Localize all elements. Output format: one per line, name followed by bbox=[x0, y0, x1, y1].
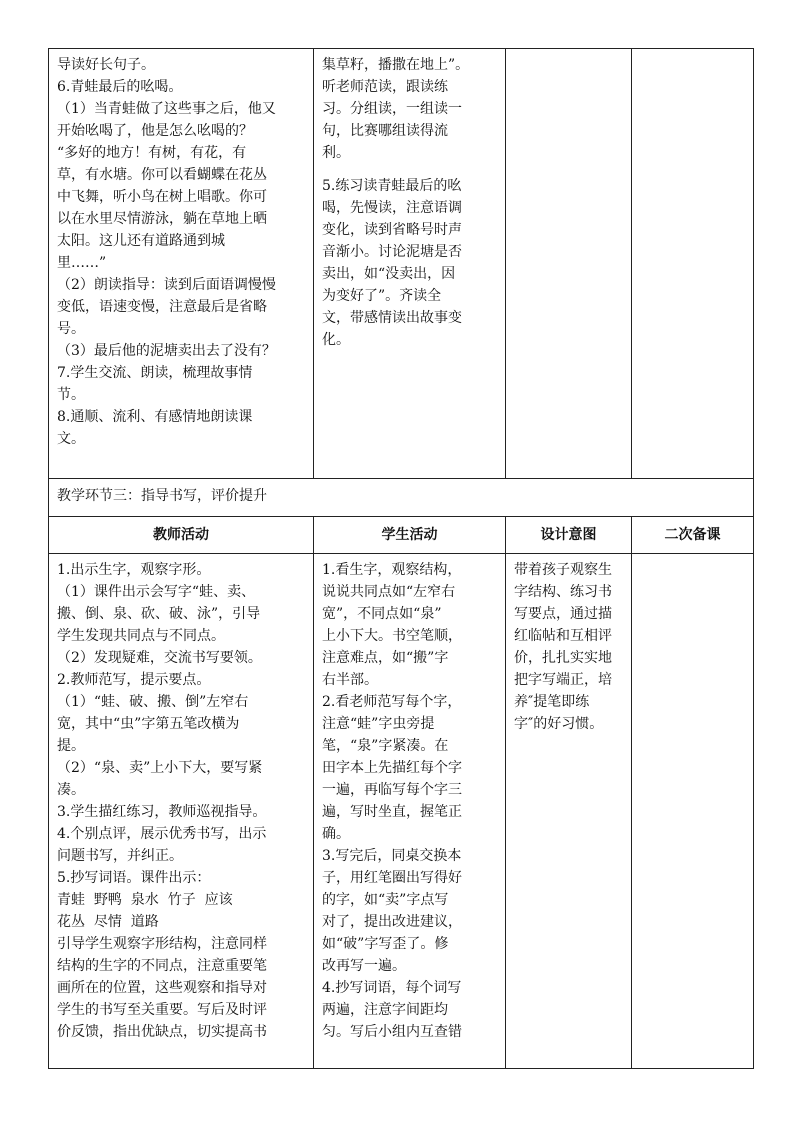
table-header-row bbox=[49, 517, 754, 554]
text-line: 节。 bbox=[57, 387, 85, 403]
text-line: （2）发现疑难，交流书写要领。 bbox=[57, 650, 262, 666]
text-line: 3.写完后，同桌交换本 bbox=[322, 848, 462, 864]
student-activity-cell bbox=[314, 554, 506, 1069]
header-student-activity: 学生活动 bbox=[314, 517, 506, 554]
text-line: 5.练习读青蛙最后的吆 bbox=[322, 178, 462, 194]
text-line: 7.学生交流、朗读，梳理故事情 bbox=[57, 365, 253, 381]
text-line: 1.出示生字，观察字形。 bbox=[57, 562, 211, 578]
text-line: 以在水里尽情游泳，躺在草地上晒 bbox=[57, 211, 267, 227]
text-line: 句，比赛哪组读得流 bbox=[322, 123, 448, 139]
text-line: 价，扎扎实实地 bbox=[514, 650, 612, 666]
teacher-activity-cell bbox=[49, 49, 314, 479]
text-line: 如“破”字写歪了。修 bbox=[322, 936, 449, 952]
section-row bbox=[49, 479, 754, 517]
text-line: 改再写一遍。 bbox=[322, 958, 406, 974]
text-line: 引导学生观察字形结构，注意同样 bbox=[57, 936, 267, 952]
text-line: 说说共同点如“左窄右 bbox=[322, 584, 456, 600]
text-line: 把字写端正，培 bbox=[514, 672, 612, 688]
second-prep-cell bbox=[632, 49, 754, 479]
text-line: 注意难点，如“搬”字 bbox=[322, 650, 449, 666]
student-activity-cell bbox=[314, 49, 506, 479]
text-line: 宽”，不同点如“泉” bbox=[322, 606, 442, 622]
header-teacher-activity: 教师活动 bbox=[49, 517, 314, 554]
student-activity-text bbox=[322, 54, 497, 164]
text-line: 遍，写时坐直，握笔正 bbox=[322, 804, 462, 820]
text-line: 学生的书写至关重要。写后及时评 bbox=[57, 1002, 267, 1018]
text-line: 听老师范读，跟读练 bbox=[322, 79, 448, 95]
text-line: 对了，提出改进建议， bbox=[322, 914, 462, 930]
text-line: 两遍，注意字间距均 bbox=[322, 1002, 448, 1018]
text-line: 田字本上先描红每个字 bbox=[322, 760, 462, 776]
text-line: （1）当青蛙做了这些事之后，他又 bbox=[57, 101, 276, 117]
header-second-prep: 二次备课 bbox=[632, 517, 754, 554]
text-line: （2）“泉、卖”上小下大，要写紧 bbox=[57, 760, 263, 776]
text-line: 1.看生字，观察结构， bbox=[322, 562, 462, 578]
text-line: 学生发现共同点与不同点。 bbox=[57, 628, 225, 644]
text-line: 变低，语速变慢，注意最后是省略 bbox=[57, 299, 267, 315]
text-line: “多好的地方！有树，有花，有 bbox=[57, 145, 247, 161]
text-line: 为变好了”。齐读全 bbox=[322, 288, 442, 304]
text-line: 集草籽，播撒在地上”。 bbox=[322, 57, 470, 73]
text-line: 4.个别点评，展示优秀书写，出示 bbox=[57, 826, 267, 842]
text-line: 文。 bbox=[57, 431, 85, 447]
text-line: 草，有水塘。你可以看蝴蝶在花丛 bbox=[57, 167, 267, 183]
text-line: （1）课件出示会写字“蛙、卖、 bbox=[57, 584, 256, 600]
text-line: 2.看老师范写每个字， bbox=[322, 694, 462, 710]
text-line: （3）最后他的泥塘卖出去了没有？ bbox=[57, 343, 276, 359]
text-line: 匀。写后小组内互查错 bbox=[322, 1024, 462, 1040]
text-line: 提。 bbox=[57, 738, 85, 754]
text-line: 3.学生描红练习，教师巡视指导。 bbox=[57, 804, 267, 820]
text-line: 音渐小。讨论泥塘是否 bbox=[322, 244, 462, 260]
text-line: 化。 bbox=[322, 332, 350, 348]
table-row bbox=[49, 554, 754, 1069]
text-line: 子，用红笔圈出写得好 bbox=[322, 870, 462, 886]
student-activity-text bbox=[322, 175, 497, 351]
text-line: 太阳。这儿还有道路通到城 bbox=[57, 233, 225, 249]
text-line: 2.教师范写，提示要点。 bbox=[57, 672, 211, 688]
text-line: 笔，“泉”字紧凑。在 bbox=[322, 738, 449, 754]
text-line: 花丛 尽情 道路 bbox=[57, 914, 159, 930]
lesson-plan-table bbox=[48, 48, 754, 1069]
table-row bbox=[49, 49, 754, 479]
text-line: 的字，如“卖”字点写 bbox=[322, 892, 449, 908]
text-line: 习。分组读，一组读一 bbox=[322, 101, 462, 117]
text-line: 问题书写，并纠正。 bbox=[57, 848, 183, 864]
teacher-activity-text bbox=[57, 559, 305, 1043]
text-line: 卖出，如“没卖出，因 bbox=[322, 266, 456, 282]
second-prep-cell bbox=[632, 554, 754, 1069]
text-line: 变化，读到省略号时声 bbox=[322, 222, 462, 238]
text-line: 一遍，再临写每个字三 bbox=[322, 782, 462, 798]
text-line: 5.抄写词语。课件出示： bbox=[57, 870, 211, 886]
design-intent-cell bbox=[506, 49, 632, 479]
teacher-activity-cell bbox=[49, 554, 314, 1069]
text-line: 里……” bbox=[57, 255, 107, 271]
design-intent-cell bbox=[506, 554, 632, 1069]
text-line: 号。 bbox=[57, 321, 85, 337]
text-line: 宽，其中“虫”字第五笔改横为 bbox=[57, 716, 240, 732]
text-line: 利。 bbox=[322, 145, 350, 161]
text-line: 开始吆喝了，他是怎么吆喝的？ bbox=[57, 123, 253, 139]
text-line: 注意“蛙”字虫旁提 bbox=[322, 716, 435, 732]
text-line: 右半部。 bbox=[322, 672, 378, 688]
text-line: 写要点，通过描 bbox=[514, 606, 612, 622]
text-line: 搬、倒、泉、砍、破、泳”，引导 bbox=[57, 606, 261, 622]
text-line: 结构的生字的不同点，注意重要笔 bbox=[57, 958, 267, 974]
text-line: 6.青蛙最后的吆喝。 bbox=[57, 79, 183, 95]
text-line: 文，带感情读出故事变 bbox=[322, 310, 462, 326]
text-line: 确。 bbox=[322, 826, 350, 842]
text-line: （2）朗读指导：读到后面语调慢慢 bbox=[57, 277, 276, 293]
header-design-intent: 设计意图 bbox=[506, 517, 632, 554]
design-intent-text bbox=[514, 559, 623, 735]
text-line: 喝，先慢读，注意语调 bbox=[322, 200, 462, 216]
text-line: 上小下大。书空笔顺， bbox=[322, 628, 462, 644]
text-line: 字″的好习惯。 bbox=[514, 716, 604, 732]
student-activity-text bbox=[322, 559, 497, 1043]
teacher-activity-text bbox=[57, 54, 305, 450]
section-title: 教学环节三：指导书写，评价提升 bbox=[49, 479, 754, 517]
text-line: 中飞舞，听小鸟在树上唱歌。你可 bbox=[57, 189, 267, 205]
text-line: 养″提笔即练 bbox=[514, 694, 590, 710]
text-line: 凑。 bbox=[57, 782, 85, 798]
text-line: 带着孩子观察生 bbox=[514, 562, 612, 578]
text-line: 红临帖和互相评 bbox=[514, 628, 612, 644]
text-line: 字结构、练习书 bbox=[514, 584, 612, 600]
text-line: 导读好长句子。 bbox=[57, 57, 155, 73]
text-line: 4.抄写词语，每个词写 bbox=[322, 980, 462, 996]
text-line: 价反馈，指出优缺点，切实提高书 bbox=[57, 1024, 267, 1040]
text-line: 8.通顺、流利、有感情地朗读课 bbox=[57, 409, 253, 425]
text-line: 青蛙 野鸭 泉水 竹子 应该 bbox=[57, 892, 233, 908]
text-line: 画所在的位置，这些观察和指导对 bbox=[57, 980, 267, 996]
text-line: （1）“蛙、破、搬、倒”左窄右 bbox=[57, 694, 249, 710]
